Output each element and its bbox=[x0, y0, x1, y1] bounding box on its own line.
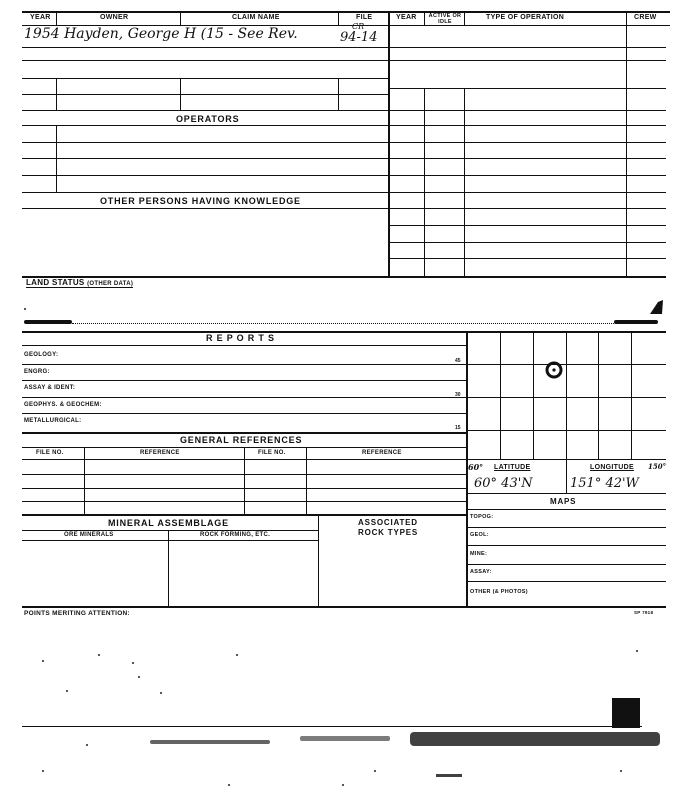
gr-file-no-2: FILE NO. bbox=[258, 450, 286, 456]
grid-row bbox=[466, 397, 666, 398]
latitude-value: 60° 43'N bbox=[474, 476, 533, 491]
scan-speck bbox=[42, 660, 44, 662]
grid-col bbox=[598, 331, 599, 459]
header-divider bbox=[180, 11, 181, 25]
ops-row-line bbox=[388, 125, 666, 126]
scan-speck bbox=[160, 692, 162, 694]
grid-col bbox=[566, 331, 567, 459]
mineral-sub-underline bbox=[22, 540, 318, 541]
location-marker-icon bbox=[544, 360, 564, 380]
scan-streak bbox=[300, 736, 390, 741]
header-crew: CREW bbox=[634, 14, 657, 21]
header-type-of-operation: TYPE OF OPERATION bbox=[486, 14, 565, 21]
maps-item: OTHER (& PHOTOS) bbox=[470, 589, 528, 595]
handwritten-owner-claim: 1954 Hayden, George H (15 - See Rev. bbox=[24, 26, 298, 42]
land-status-bottom bbox=[72, 323, 614, 324]
ops-row-line bbox=[388, 158, 666, 159]
report-row-label: ASSAY & IDENT: bbox=[24, 385, 76, 391]
points-meriting-label: POINTS MERITING ATTENTION: bbox=[24, 610, 131, 617]
header-divider bbox=[338, 11, 339, 25]
mineral-assemblage-title: MINERAL ASSEMBLAGE bbox=[108, 518, 229, 528]
report-row-num: 45 bbox=[455, 358, 461, 364]
other-persons-line bbox=[22, 208, 388, 209]
operators-title: OPERATORS bbox=[176, 114, 240, 124]
grid-col bbox=[533, 331, 534, 459]
operators-top bbox=[22, 125, 388, 126]
row-line bbox=[22, 60, 388, 61]
header-active-idle: ACTIVE OR IDLE bbox=[428, 13, 462, 25]
scan-speck bbox=[66, 690, 68, 692]
maps-item: GEOL: bbox=[470, 532, 489, 538]
gr-divider bbox=[244, 447, 245, 514]
maps-underline bbox=[466, 509, 666, 510]
latlong-divider bbox=[566, 459, 567, 493]
scan-speck bbox=[636, 650, 638, 652]
header-ops-year: YEAR bbox=[396, 14, 417, 21]
header-divider bbox=[424, 11, 425, 25]
ops-row-line bbox=[388, 208, 666, 209]
scan-streak bbox=[150, 740, 270, 744]
ops-row-line bbox=[388, 47, 666, 48]
scan-speck bbox=[42, 770, 44, 772]
row-line bbox=[22, 78, 388, 79]
grid-col bbox=[500, 331, 501, 459]
scan-speck bbox=[86, 744, 88, 746]
ops-row-line bbox=[388, 60, 666, 61]
ink-smudge bbox=[24, 320, 72, 324]
main-divider bbox=[388, 11, 390, 276]
operators-line bbox=[22, 192, 388, 193]
gr-bottom bbox=[22, 514, 466, 516]
row-divider bbox=[338, 78, 339, 110]
report-row-label: GEOPHYS. & GEOCHEM: bbox=[24, 402, 102, 408]
reports-title: R E P O R T S bbox=[206, 333, 275, 343]
other-persons-title: OTHER PERSONS HAVING KNOWLEDGE bbox=[100, 196, 301, 206]
report-row-num: 30 bbox=[455, 392, 461, 398]
scan-streak bbox=[410, 732, 660, 746]
operators-line bbox=[22, 158, 388, 159]
top-border bbox=[22, 11, 670, 13]
latitude-label: LATITUDE bbox=[494, 464, 531, 471]
row-line bbox=[22, 110, 388, 111]
latlong-bottom bbox=[466, 493, 666, 494]
maps-item: MINE: bbox=[470, 551, 488, 557]
report-row-line bbox=[22, 397, 466, 398]
header-claim-name: CLAIM NAME bbox=[232, 14, 280, 21]
ink-blot bbox=[648, 298, 664, 316]
general-references-title: GENERAL REFERENCES bbox=[180, 435, 303, 445]
rock-types-label: ROCK TYPES bbox=[358, 528, 419, 537]
mineral-bottom bbox=[22, 606, 666, 608]
longitude-value: 151° 42'W bbox=[570, 476, 639, 491]
lat-mark: 60° bbox=[468, 462, 484, 472]
report-row-num: 15 bbox=[455, 425, 461, 431]
ops-row-line bbox=[388, 225, 666, 226]
gr-divider bbox=[306, 447, 307, 514]
mineral-divider bbox=[318, 514, 319, 606]
ops-divider-active bbox=[464, 88, 465, 276]
ops-row-line bbox=[388, 192, 666, 193]
ops-divider-crew bbox=[626, 26, 627, 276]
ops-row-line bbox=[388, 88, 666, 89]
ops-divider-year bbox=[424, 88, 425, 276]
ops-row-line bbox=[388, 258, 666, 259]
rock-forming: ROCK FORMING, ETC. bbox=[200, 532, 271, 538]
report-row-label: ENGRG: bbox=[24, 369, 50, 375]
operators-line bbox=[22, 175, 388, 176]
maps-line bbox=[466, 545, 666, 546]
grid-row bbox=[466, 430, 666, 431]
report-row-line bbox=[22, 413, 466, 414]
scan-speck bbox=[98, 654, 100, 656]
ops-row-line bbox=[388, 242, 666, 243]
maps-title: MAPS bbox=[550, 497, 577, 506]
scan-speck bbox=[342, 784, 344, 786]
row-line bbox=[22, 94, 388, 95]
report-row-label: METALLURGICAL: bbox=[24, 418, 82, 424]
gr-reference: REFERENCE bbox=[140, 450, 180, 456]
maps-line bbox=[466, 564, 666, 565]
report-row-label: GEOLOGY: bbox=[24, 352, 59, 358]
ink-smudge bbox=[614, 320, 658, 324]
maps-line bbox=[466, 527, 666, 528]
longitude-label: LONGITUDE bbox=[590, 464, 634, 471]
scan-speck bbox=[138, 676, 140, 678]
bottom-scan-line bbox=[22, 726, 642, 727]
header-file: FILE bbox=[356, 14, 373, 21]
header-owner: OWNER bbox=[100, 14, 129, 21]
report-row-line bbox=[22, 380, 466, 381]
ops-row-line bbox=[388, 175, 666, 176]
land-status-label bbox=[26, 278, 133, 288]
handwritten-file: 94-14 bbox=[340, 30, 378, 45]
scan-speck bbox=[374, 770, 376, 772]
handwritten-file-top: CR bbox=[352, 22, 365, 31]
row-divider bbox=[56, 78, 57, 110]
ops-row-line bbox=[388, 110, 666, 111]
maps-line bbox=[466, 581, 666, 582]
header-divider bbox=[626, 11, 627, 25]
ore-minerals: ORE MINERALS bbox=[64, 532, 114, 538]
grid-col bbox=[631, 331, 632, 459]
reports-underline bbox=[22, 345, 466, 346]
row-divider bbox=[180, 78, 181, 110]
header-divider bbox=[464, 11, 465, 25]
operators-divider bbox=[56, 125, 57, 192]
land-status-text: LAND STATUS bbox=[26, 278, 85, 287]
grid-row bbox=[466, 364, 666, 365]
mineral-divider bbox=[168, 530, 169, 606]
maps-item: ASSAY: bbox=[470, 569, 492, 575]
gr-divider bbox=[84, 447, 85, 514]
scan-block bbox=[612, 698, 640, 728]
scan-streak bbox=[436, 774, 462, 777]
row-line bbox=[22, 47, 388, 48]
scan-speck bbox=[228, 784, 230, 786]
scan-speck bbox=[236, 654, 238, 656]
ops-row-line bbox=[388, 142, 666, 143]
form-number: SP 7918 bbox=[634, 610, 654, 615]
gr-reference-2: REFERENCE bbox=[362, 450, 402, 456]
land-status-sub: (OTHER DATA) bbox=[87, 281, 134, 287]
scan-speck bbox=[132, 662, 134, 664]
report-row-line bbox=[22, 364, 466, 365]
lon-mark: 150° bbox=[648, 462, 667, 471]
operators-line bbox=[22, 142, 388, 143]
gr-file-no: FILE NO. bbox=[36, 450, 64, 456]
header-divider bbox=[56, 11, 57, 25]
scan-speck bbox=[620, 770, 622, 772]
associated-label: ASSOCIATED bbox=[358, 518, 418, 527]
report-row-line bbox=[22, 432, 466, 434]
maps-item: TOPOG: bbox=[470, 514, 494, 520]
mineral-underline bbox=[22, 530, 318, 531]
scan-speck bbox=[24, 308, 26, 310]
header-year: YEAR bbox=[30, 14, 51, 21]
